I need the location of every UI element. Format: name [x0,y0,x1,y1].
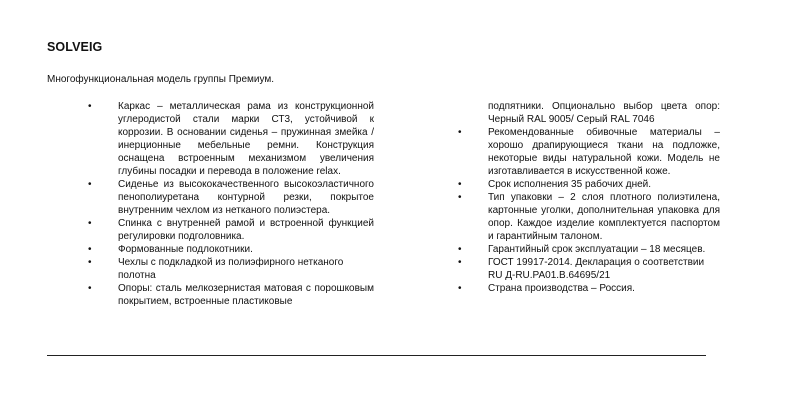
bullet-icon: • [88,283,92,294]
list-item-text: Тип упаковки – 2 слоя плотного полиэтилена, картонные уголки, дополнительная упаковка для опор. Каждое изделие комплектуется паспортом и гарантийным талоном. [488,192,720,242]
list-item [458,191,720,243]
list-item [458,126,720,178]
right-column [458,100,720,295]
bullet-icon: • [88,218,92,229]
list-item-text: подпятники. Опционально выбор цвета опор: Черный RAL 9005/ Серый RAL 7046 [488,101,720,125]
right-feature-list [458,100,720,295]
list-item-text: Срок исполнения 35 рабочих дней. [488,179,652,190]
list-item-continuation [458,100,720,126]
list-item-text: Формованные подлокотники. [118,244,253,255]
list-item-text: Сиденье из высококачественного высокоэластичного пенополиуретана контурной резки, покрытое внутренним чехлом из нетканого полиэстера. [118,179,374,216]
bullet-icon: • [458,283,462,294]
list-item [88,100,374,178]
list-item [458,282,720,295]
list-item-text: Рекомендованные обивочные материалы – хорошо драпирующиеся ткани на подложке, некоторые виды натуральной кожи. Модель не изготавливается в искусственной коже. [488,127,720,177]
left-feature-list [88,100,374,308]
list-item-text: ГОСТ 19917-2014. Декларация о соответствии RU Д-RU.PA01.B.64695/21 [488,257,705,281]
bullet-icon: • [458,179,462,190]
list-item [458,243,720,256]
bullet-icon: • [458,192,462,203]
bullet-icon: • [458,244,462,255]
list-item-text: Каркас – металлическая рама из конструкционной углеродистой стали марки СТ3, устойчивой к коррозии. В основании сиденья – пружинная змейка / инерционные мебельные ремни. Конструкция оснащена встроенным механизмом увеличения глубины посадки и перевода в положение relax. [118,101,374,177]
list-item [88,178,374,217]
bullet-icon: • [88,257,92,268]
left-column [88,100,374,308]
document-subtitle: Многофункциональная модель группы Премиум. [47,74,275,85]
bullet-icon: • [88,101,92,112]
bullet-icon: • [88,179,92,190]
bullet-icon: • [88,244,92,255]
list-item [458,256,720,282]
list-item-text: Гарантийный срок эксплуатации – 18 месяцев. [488,244,706,255]
list-item-text: Чехлы с подкладкой из полиэфирного нетканого полотна [118,257,344,281]
list-item [88,256,374,282]
list-item-text: Страна производства – Россия. [488,283,635,294]
bullet-icon: • [458,127,462,138]
list-item [88,282,374,308]
document-title: SOLVEIG [47,40,103,54]
list-item-text: Опоры: сталь мелкозернистая матовая с порошковым покрытием, встроенные пластиковые [118,283,374,307]
list-item-text: Спинка с внутренней рамой и встроенной функцией регулировки подголовника. [118,218,374,242]
bullet-icon: • [458,257,462,268]
list-item [88,243,374,256]
horizontal-rule [47,355,706,356]
list-item [458,178,720,191]
list-item [88,217,374,243]
